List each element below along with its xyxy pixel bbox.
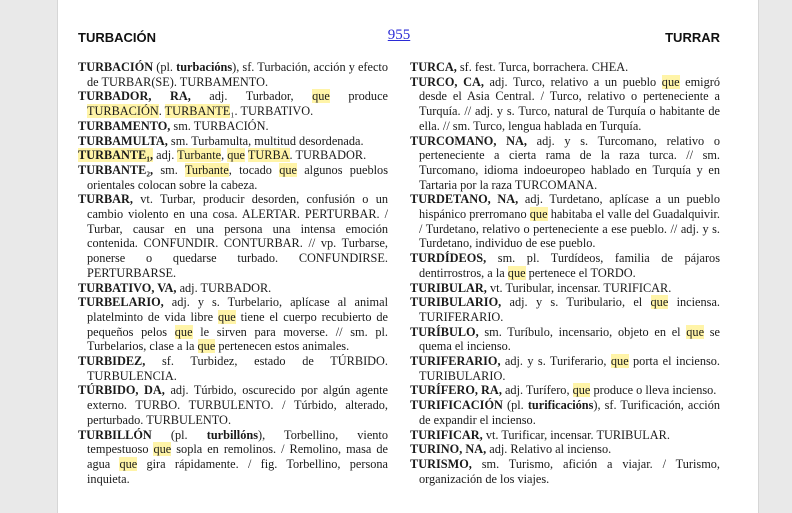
- entry-text: sm.: [153, 162, 185, 177]
- entry-text: ,: [221, 148, 228, 163]
- dictionary-entry: [410, 251, 720, 280]
- highlighted-text: Turbante: [177, 148, 222, 163]
- entry-text: adj. Turbador,: [190, 89, 313, 104]
- entry-headword: TURIBULAR,: [410, 280, 487, 295]
- entry-headword: TURBANTE₁,: [78, 148, 154, 163]
- entry-text: le sirven para moverse. // sm. pl. Turbelarios, clase a la: [87, 324, 388, 354]
- entry-text: adj. y s. Turiferario,: [500, 354, 611, 369]
- entry-text: ₁. TURBATIVO.: [230, 104, 314, 119]
- entry-headword: TURÍBULO,: [410, 324, 479, 339]
- highlighted-text: TURBA: [247, 148, 290, 163]
- entry-text: gira rápidamente. / fig. Torbellino, persona inquieta.: [87, 456, 388, 486]
- dictionary-entry: [410, 134, 720, 193]
- entry-text: . TURBADOR.: [289, 148, 367, 163]
- header-last-word: TURRAR: [665, 30, 720, 45]
- entry-text: algunos pueblos orientales colocan sobre la cabeza.: [87, 162, 388, 192]
- entry-text: sm. Turbamulta, multitud desordenada.: [167, 133, 364, 148]
- entry-text: tiene el cuerpo recubierto de pequeños pelos: [87, 309, 388, 339]
- highlighted-text: que: [650, 295, 669, 310]
- dictionary-entry: [78, 192, 388, 280]
- entry-text: ), Torbellino, viento tempestuoso: [87, 427, 388, 457]
- dictionary-entry: [78, 383, 388, 427]
- entry-text: inciensa. TURIFERARIO.: [419, 295, 720, 324]
- entry-headword: TURDÍDEOS,: [410, 251, 487, 266]
- entry-headword: TURBAMENTO,: [78, 118, 171, 133]
- entry-headword: TURBELARIO,: [78, 295, 164, 310]
- header-first-word: TURBACIÓN: [78, 30, 156, 45]
- dictionary-entry: [410, 457, 720, 486]
- entry-text: sf. Turbidez, estado de TÚRBIDO. TURBULENCIA.: [87, 354, 388, 383]
- entry-headword: TURBAMULTA,: [78, 133, 168, 148]
- entry-text: (pl.: [502, 398, 528, 413]
- dictionary-entry: [410, 75, 720, 134]
- highlighted-text: que: [217, 309, 236, 324]
- dictionary-entry: [78, 281, 388, 296]
- entry-headword: TURISMO,: [410, 456, 472, 471]
- entry-text: .: [158, 104, 165, 119]
- highlighted-text: que: [279, 162, 297, 177]
- entry-text: adj. y s. Turibulario, el: [501, 295, 651, 310]
- entry-headword: TÚRBIDO, DA,: [78, 383, 165, 398]
- dictionary-entry: [410, 398, 720, 427]
- entry-text: se quema el incienso.: [419, 324, 720, 354]
- highlighted-text: que: [572, 383, 591, 398]
- entry-text: adj. Relativo al incienso.: [486, 442, 612, 457]
- entry-text: , tocado: [228, 162, 280, 177]
- dictionary-entry: [78, 89, 388, 118]
- highlighted-text: que: [686, 324, 705, 339]
- dictionary-entry: [78, 163, 388, 192]
- dictionary-page: [57, 0, 759, 513]
- entry-headword: TURIFICACIÓN: [410, 398, 503, 413]
- entry-text: produce: [329, 89, 388, 104]
- entry-text: sf. fest. Turca, borrachera. CHEA.: [456, 60, 629, 74]
- entry-text: vt. Turibular, incensar. TURIFICAR.: [486, 280, 672, 295]
- entry-text: adj. Turífero,: [501, 383, 573, 398]
- highlighted-text: que: [529, 207, 548, 222]
- entry-text: adj. Turdetano, aplícase a un pueblo hispánico prerromano: [419, 192, 720, 222]
- entry-text: sm. pl. Turdídeos, familia de pájaros dentirrostros, a la: [419, 251, 720, 280]
- entry-text: sm. Turismo, afición a viajar. / Turismo, organización de los viajes.: [419, 456, 720, 486]
- dictionary-entry: [410, 442, 720, 457]
- highlighted-text: que: [661, 74, 680, 89]
- highlighted-text: que: [227, 148, 245, 163]
- highlighted-text: que: [312, 89, 330, 104]
- entry-text: produce o lleva incienso.: [590, 383, 717, 398]
- entry-text: adj. y s. Turbelario, aplícase al animal platelminto de vida libre: [87, 295, 388, 324]
- entry-text: porta el incienso. TURIBULARIO.: [419, 354, 720, 383]
- page-number-link[interactable]: 955: [387, 27, 411, 43]
- entry-headword: turificacións: [527, 398, 594, 413]
- entry-headword: TURBANTE₂,: [78, 162, 154, 177]
- entry-headword: TURBILLÓN: [78, 427, 152, 442]
- entry-text: ), sf. Turbación, acción y efecto de TURBAR(SE). TURBAMENTO.: [87, 60, 388, 89]
- entry-text: ), sf. Turificación, acción de expandir el incienso.: [419, 398, 721, 427]
- entry-headword: TURBIDEZ,: [78, 354, 146, 369]
- entry-headword: TURBATIVO, VA,: [78, 280, 177, 295]
- right-column: [410, 60, 720, 486]
- entry-text: adj.: [153, 148, 178, 163]
- highlighted-text: que: [174, 324, 193, 339]
- entry-text: (pl.: [151, 427, 207, 442]
- entry-headword: turbillóns: [206, 427, 258, 442]
- entry-headword: TURBAR,: [78, 192, 133, 207]
- dictionary-entry: [78, 60, 388, 89]
- entry-headword: TURBADOR, RA,: [78, 89, 191, 104]
- highlighted-text: que: [119, 456, 138, 471]
- highlighted-text: que: [507, 265, 526, 280]
- entry-text: sopla en remolinos. / Remolino, masa de agua: [87, 442, 388, 471]
- entry-headword: TURCOMANO, NA,: [410, 133, 527, 148]
- dictionary-entry: [410, 383, 720, 398]
- entry-text: adj. y s. Turcomano, relativo o perteneciente a cierta rama de la raza turca. // sm. Turcomano, idioma indoeuropeo hablado en Turquía y en Tartaria por la raza TURCOMANA.: [419, 133, 721, 192]
- entry-headword: TURIFICAR,: [410, 427, 483, 442]
- entry-text: sm. TURBACIÓN.: [170, 118, 269, 133]
- entry-text: pertenecen estos animales.: [215, 339, 350, 354]
- dictionary-entry: [410, 192, 720, 251]
- highlighted-text: que: [197, 339, 216, 354]
- entry-text: vt. Turbar, producir desorden, confusión o un cambio violento en una cosa. ALERTAR. PERTURBAR. / Turbar, causar en una persona una intensa emoción contenida. CONFUNDIR. CONTURBAR. // vp. Turbarse, ponerse o quedarse turbado. CONFUNDIRSE. PERTURBARSE.: [87, 192, 388, 280]
- entry-text: emigró desde el Asia Central. / Turco, relativo o perteneciente a Turquía. // adj. y s. Turco, natural de Turquía o habitante de ella. // sm. Turco, lengua hablada en Turquía.: [419, 74, 720, 133]
- entry-headword: TURDETANO, NA,: [410, 192, 519, 207]
- entry-text: vt. Turificar, incensar. TURIBULAR.: [482, 427, 670, 442]
- entry-headword: TURCO, CA,: [410, 74, 484, 89]
- page-header: [78, 27, 720, 48]
- highlighted-text: que: [610, 354, 629, 369]
- entry-headword: TURBACIÓN: [78, 60, 154, 74]
- dictionary-entry: [78, 148, 388, 163]
- highlighted-text: que: [153, 442, 172, 457]
- entry-text: adj. Túrbido, oscurecido por algún agente externo. TURBO. TURBULENTO. / Túrbido, alterado, perturbado. TURBULENTO.: [87, 383, 388, 427]
- entry-headword: TURIFERARIO,: [410, 354, 501, 369]
- entry-text: pertenece el TORDO.: [525, 265, 636, 280]
- dictionary-entry: [78, 119, 388, 134]
- dictionary-entry: [410, 428, 720, 443]
- entry-headword: TURÍFERO, RA,: [410, 383, 502, 398]
- highlighted-text: TURBANTE: [164, 104, 231, 119]
- dictionary-entry: [78, 134, 388, 149]
- dictionary-entry: [410, 325, 720, 354]
- highlighted-text: Turbante: [184, 162, 229, 177]
- highlighted-text: TURBACIÓN: [87, 104, 159, 119]
- entry-headword: TURIBULARIO,: [410, 295, 502, 310]
- dictionary-entry: [78, 295, 388, 354]
- entry-text: (pl.: [153, 60, 177, 74]
- entry-text: habitaba el valle del Guadalquivir. / Turdetano, relativo o perteneciente a ese pueblo. // adj. y s. Turdetano, individuo de ese pueblo.: [419, 207, 720, 251]
- dictionary-entry: [78, 428, 388, 487]
- dictionary-entry: [410, 281, 720, 296]
- entry-text: adj. TURBADOR.: [176, 280, 272, 295]
- entry-text: adj. Turco, relativo a un pueblo: [483, 74, 662, 89]
- entry-headword: TURCA,: [410, 60, 457, 74]
- entry-headword: TURINO, NA,: [410, 442, 487, 457]
- entry-headword: turbacións: [176, 60, 233, 74]
- dictionary-entry: [410, 60, 720, 75]
- dictionary-entry: [410, 354, 720, 383]
- left-column: [78, 60, 388, 486]
- dictionary-entry: [410, 295, 720, 324]
- entry-text: sm. Turíbulo, incensario, objeto en el: [478, 324, 687, 339]
- dictionary-entry: [78, 354, 388, 383]
